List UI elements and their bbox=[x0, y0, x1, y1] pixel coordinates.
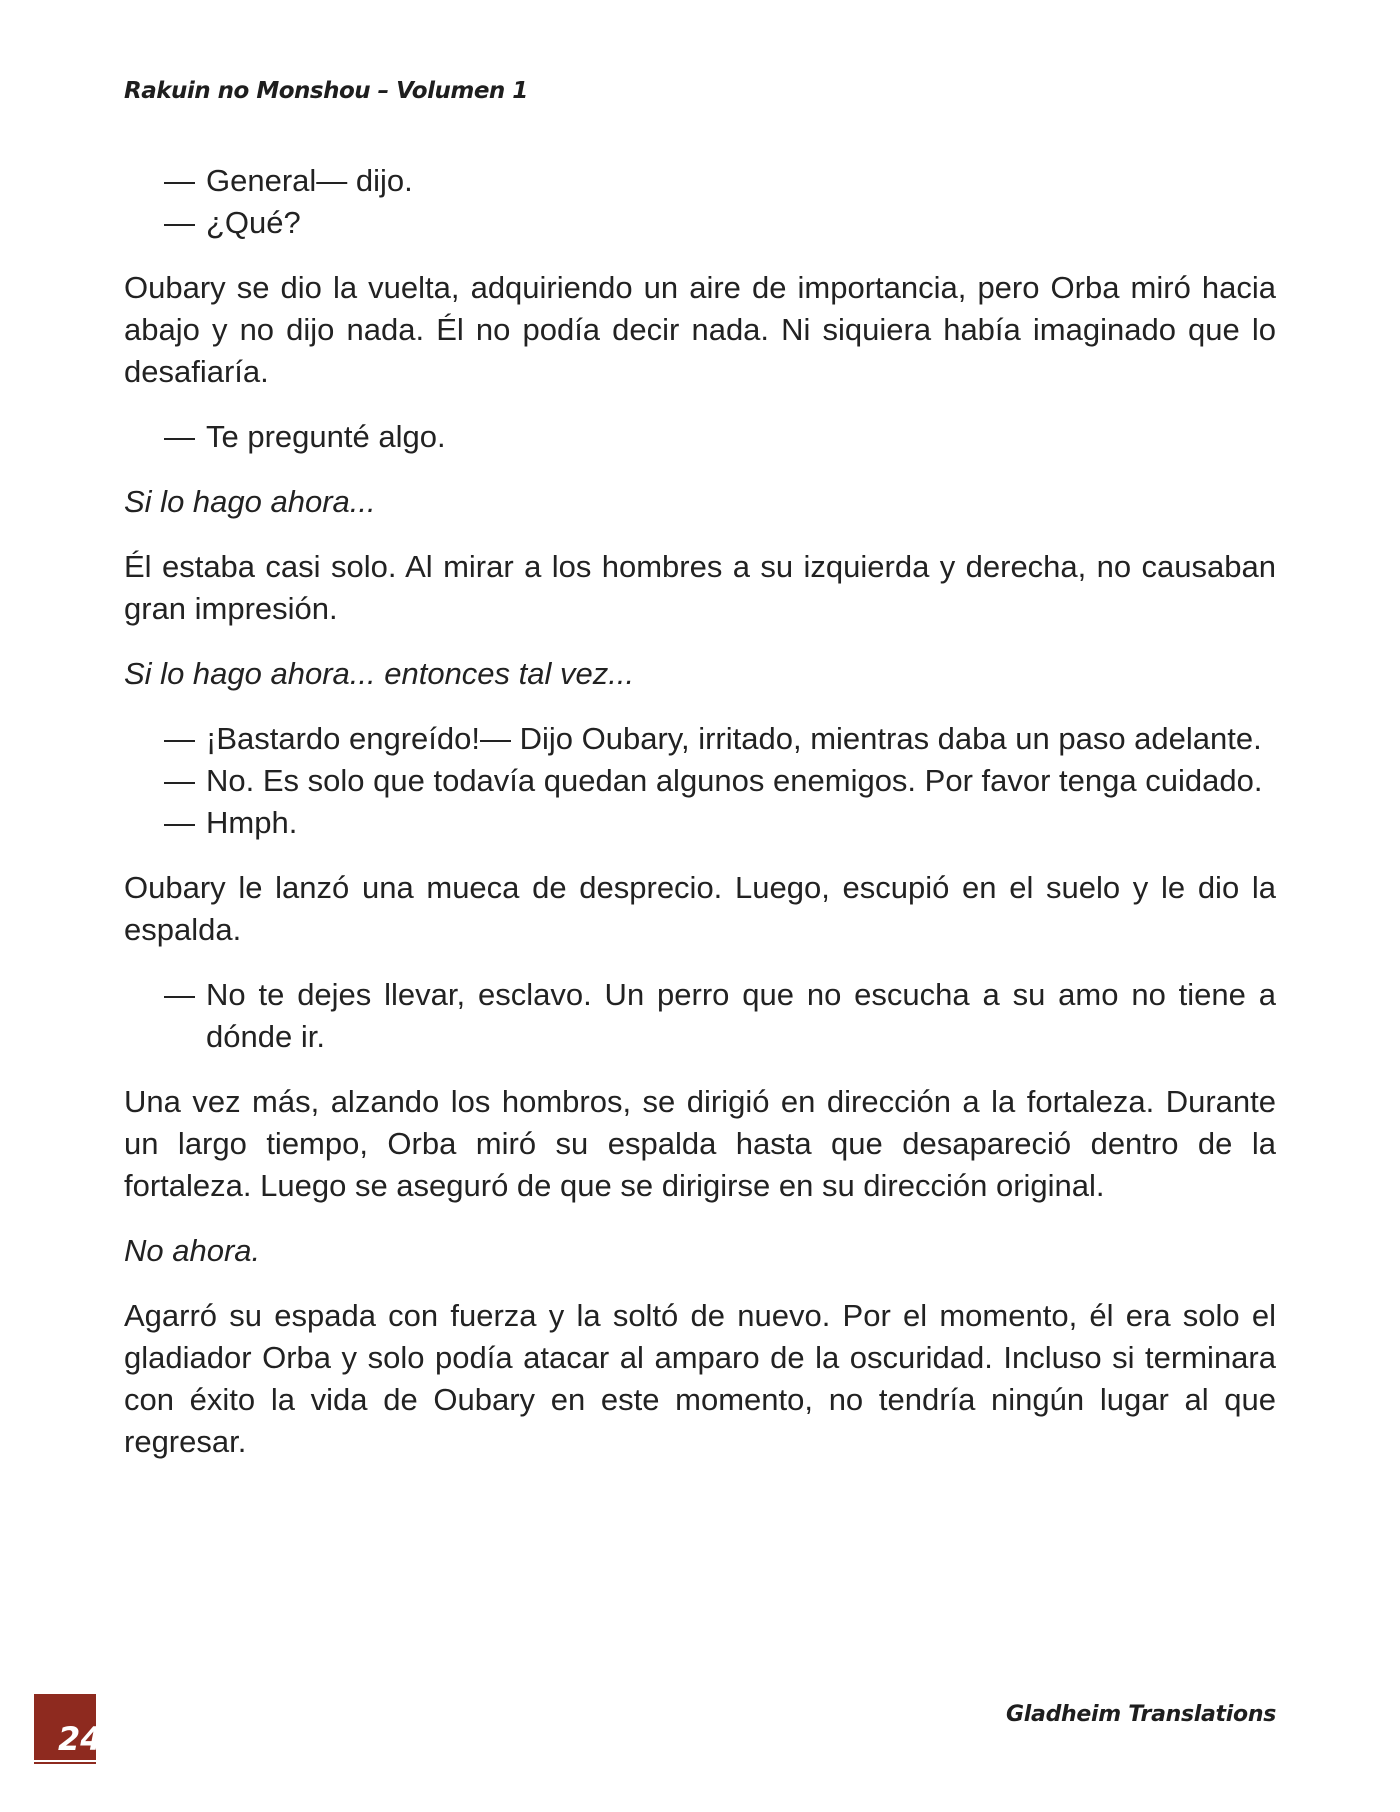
chapter-text bbox=[124, 160, 1276, 1486]
dialogue-text: Te pregunté algo. bbox=[206, 419, 446, 454]
em-dash: — bbox=[164, 721, 195, 756]
dialogue-line bbox=[124, 202, 1276, 244]
dialogue-line bbox=[124, 802, 1276, 844]
dialogue-text: Hmph. bbox=[206, 805, 298, 840]
dialogue-text: General— dijo. bbox=[206, 163, 413, 198]
dialogue-block bbox=[124, 416, 1276, 458]
dialogue-text: ¡Bastardo engreído!— Dijo Oubary, irritado, mientras daba un paso adelante. bbox=[206, 721, 1262, 756]
dialogue-block bbox=[124, 974, 1276, 1058]
em-dash: — bbox=[164, 419, 195, 454]
dialogue-line bbox=[124, 160, 1276, 202]
dialogue-text: ¿Qué? bbox=[206, 205, 301, 240]
narration-paragraph: Oubary le lanzó una mueca de desprecio. Luego, escupió en el suelo y le dio la espalda. bbox=[124, 870, 1276, 947]
dialogue-line bbox=[124, 974, 1276, 1058]
page-number-underline bbox=[34, 1760, 96, 1762]
narration-paragraph: Él estaba casi solo. Al mirar a los hombres a su izquierda y derecha, no causaban gran impresión. bbox=[124, 549, 1276, 626]
dialogue-block bbox=[124, 160, 1276, 244]
narration-paragraph: Agarró su espada con fuerza y la soltó de nuevo. Por el momento, él era solo el gladiador Orba y solo podía atacar al amparo de la oscuridad. Incluso si terminara con éxito la vida de Oubary en este momento, no tendría ningún lugar al que regresar. bbox=[124, 1298, 1276, 1459]
narration-paragraph: Una vez más, alzando los hombros, se dirigió en dirección a la fortaleza. Durante un largo tiempo, Orba miró su espalda hasta que desapareció dentro de la fortaleza. Luego se aseguró de que se dirigirse en su dirección original. bbox=[124, 1084, 1276, 1203]
page-number-badge bbox=[34, 1694, 103, 1764]
dialogue-line bbox=[124, 718, 1276, 760]
dialogue-line bbox=[124, 760, 1276, 802]
page-number: 24 bbox=[58, 1720, 103, 1758]
narration-paragraph: Oubary se dio la vuelta, adquiriendo un aire de importancia, pero Orba miró hacia abajo y no dijo nada. Él no podía decir nada. Ni siquiera había imaginado que lo desafiaría. bbox=[124, 270, 1276, 389]
em-dash: — bbox=[164, 205, 195, 240]
footer-credit: Gladheim Translations bbox=[1006, 1702, 1276, 1727]
em-dash: — bbox=[164, 763, 195, 798]
running-header: Rakuin no Monshou – Volumen 1 bbox=[124, 78, 528, 104]
dialogue-line bbox=[124, 416, 1276, 458]
inner-thought: Si lo hago ahora... bbox=[124, 484, 376, 519]
em-dash: — bbox=[164, 163, 195, 198]
inner-thought: No ahora. bbox=[124, 1233, 261, 1268]
dialogue-text: No te dejes llevar, esclavo. Un perro que no escucha a su amo no tiene a dónde ir. bbox=[206, 977, 1276, 1054]
em-dash: — bbox=[164, 805, 195, 840]
dialogue-block bbox=[124, 718, 1276, 844]
dialogue-text: No. Es solo que todavía quedan algunos enemigos. Por favor tenga cuidado. bbox=[206, 763, 1263, 798]
em-dash: — bbox=[164, 977, 195, 1012]
inner-thought: Si lo hago ahora... entonces tal vez... bbox=[124, 656, 635, 691]
